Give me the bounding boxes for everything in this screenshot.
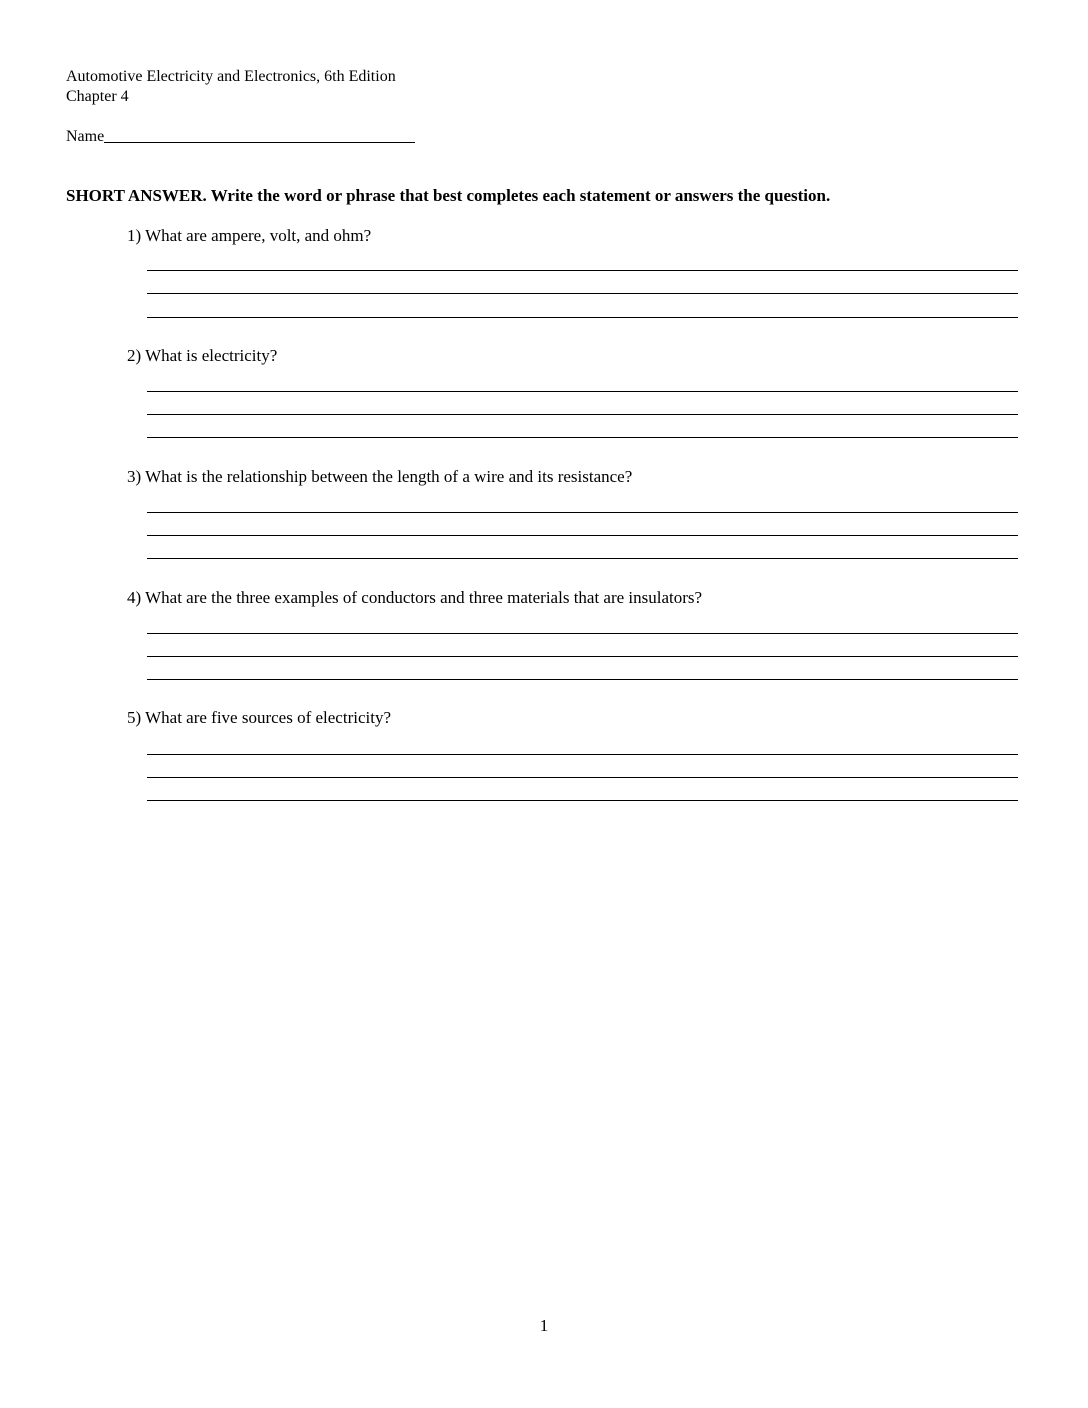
book-title: Automotive Electricity and Electronics, 6th Edition <box>66 68 396 85</box>
name-field-row <box>66 125 415 147</box>
question-text: 1) What are ampere, volt, and ohm? <box>127 226 372 245</box>
answer-line[interactable] <box>147 777 1018 778</box>
answer-line[interactable] <box>147 558 1018 559</box>
question-text: 5) What are five sources of electricity? <box>127 708 391 727</box>
question-item <box>127 466 1027 488</box>
answer-line[interactable] <box>147 656 1018 657</box>
answer-line[interactable] <box>147 679 1018 680</box>
question-text: 3) What is the relationship between the length of a wire and its resistance? <box>127 467 633 486</box>
answer-line[interactable] <box>147 391 1018 392</box>
chapter-label: Chapter 4 <box>66 88 129 105</box>
answer-line[interactable] <box>147 317 1018 318</box>
answer-line[interactable] <box>147 800 1018 801</box>
answer-line[interactable] <box>147 270 1018 271</box>
page-number: 1 <box>539 1316 549 1335</box>
question-text: 2) What is electricity? <box>127 346 278 365</box>
answer-line[interactable] <box>147 633 1018 634</box>
question-item <box>127 345 1027 367</box>
section-instructions: SHORT ANSWER. Write the word or phrase that best completes each statement or answers the question. <box>66 186 831 205</box>
answer-line[interactable] <box>147 754 1018 755</box>
answer-line[interactable] <box>147 437 1018 438</box>
question-text: 4) What are the three examples of conductors and three materials that are insulators? <box>127 588 703 607</box>
question-item <box>127 587 1027 609</box>
name-blank-line[interactable] <box>104 141 415 143</box>
question-item <box>127 225 1027 247</box>
answer-line[interactable] <box>147 293 1018 294</box>
answer-line[interactable] <box>147 414 1018 415</box>
answer-line[interactable] <box>147 512 1018 513</box>
question-item <box>127 707 1027 729</box>
answer-line[interactable] <box>147 535 1018 536</box>
name-label: Name <box>66 128 105 145</box>
